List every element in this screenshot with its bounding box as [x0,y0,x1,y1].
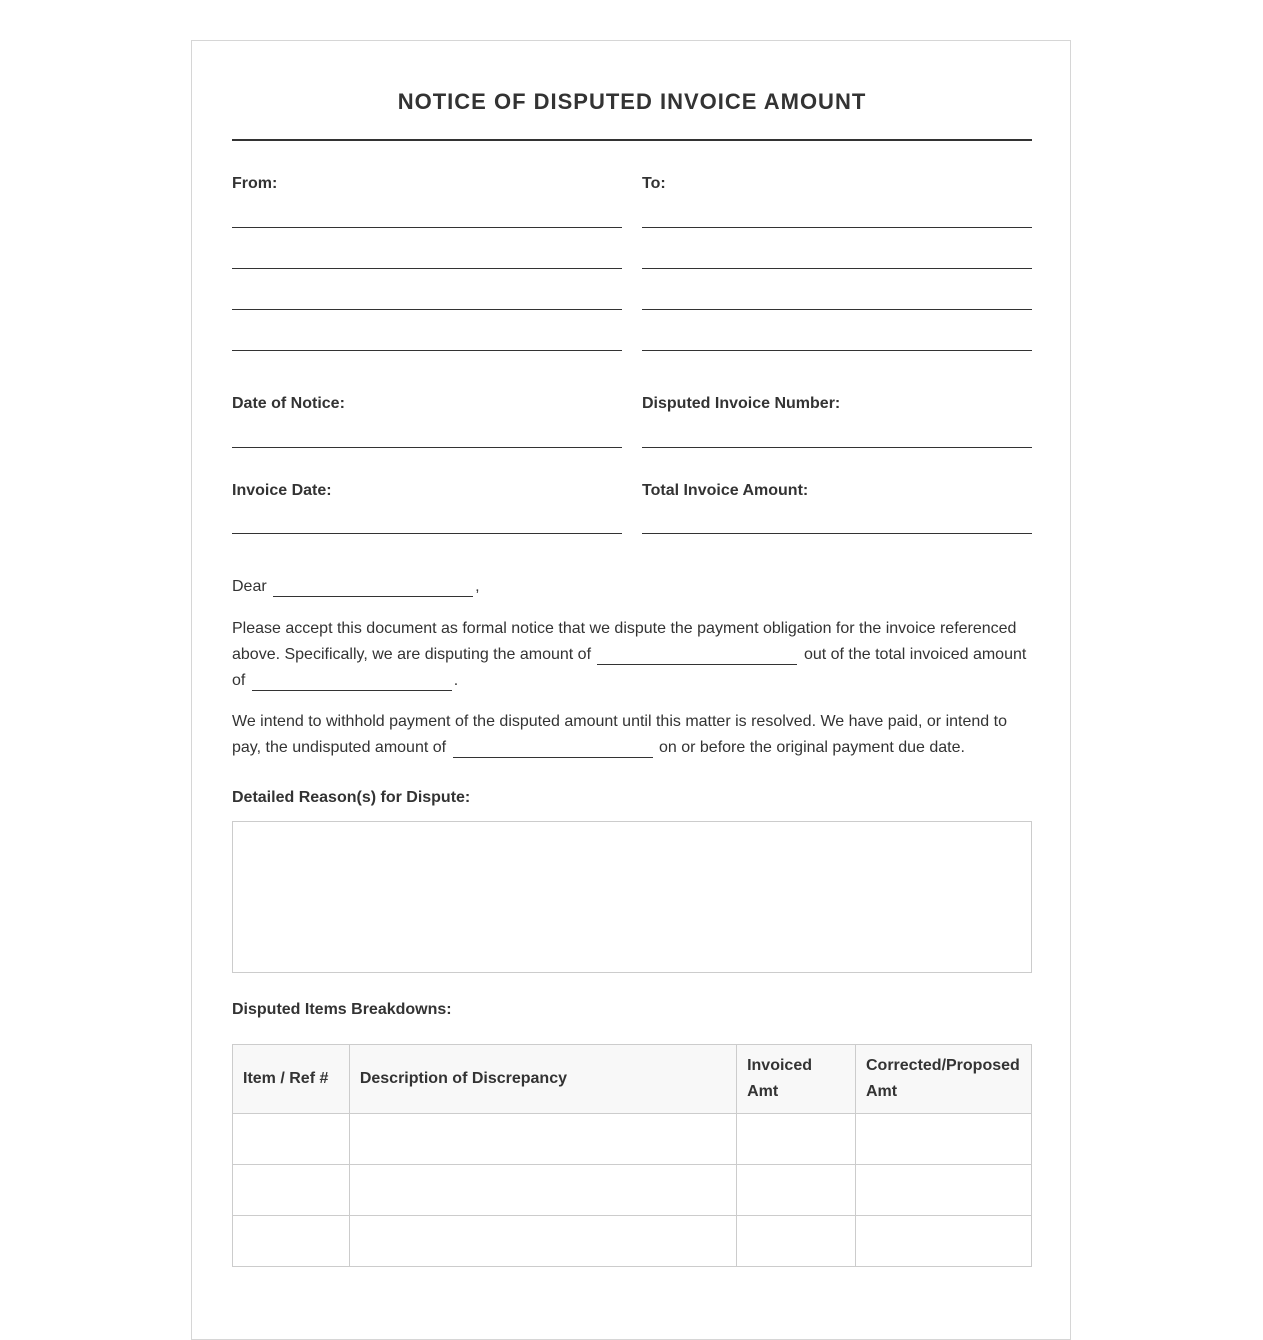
salutation [232,574,1032,600]
document-title: NOTICE OF DISPUTED INVOICE AMOUNT [397,89,867,114]
date-of-notice-line[interactable] [232,447,622,448]
invoice-date-label: Invoice Date: [232,482,332,499]
table-row [233,1165,1032,1216]
to-line-3[interactable] [642,309,1032,310]
dispute-paragraph-period: . [453,672,459,689]
table-header-row [233,1045,1032,1114]
to-line-1[interactable] [642,227,1032,228]
header-invoiced-amt: Invoiced Amt [737,1045,856,1114]
table-cell[interactable] [349,1114,736,1165]
to-label: To: [642,175,666,192]
total-invoiced-amount-blank[interactable] [252,672,452,691]
recipient-name-blank[interactable] [273,578,473,597]
table-cell[interactable] [737,1216,856,1267]
header-item-ref: Item / Ref # [233,1045,350,1114]
withhold-paragraph [232,709,1032,761]
title-divider [232,139,1032,141]
dispute-paragraph-text-1: Please accept this document as formal notice that we dispute the payment obligation for the invoice referenced above. Specifically, we are disputing the amount of [232,620,1017,663]
total-invoice-amount-line[interactable] [642,533,1032,534]
withhold-paragraph-text-1: We intend to withhold payment of the disputed amount until this matter is resolved. We have paid, or intend to pay, the undisputed amount of [232,713,1007,756]
from-line-3[interactable] [232,309,622,310]
table-cell[interactable] [233,1216,350,1267]
undisputed-amount-blank[interactable] [453,739,653,758]
document-page [191,40,1071,1340]
table-cell[interactable] [855,1216,1031,1267]
table-cell[interactable] [349,1216,736,1267]
dispute-paragraph [232,616,1032,694]
from-line-4[interactable] [232,350,622,351]
reasons-label: Detailed Reason(s) for Dispute: [232,789,471,806]
withhold-paragraph-text-2: on or before the original payment due date. [658,739,965,756]
dispute-paragraph-text-2: out of the total invoiced amount of [232,646,1027,689]
from-label: From: [232,175,278,192]
to-line-2[interactable] [642,268,1032,269]
table-cell[interactable] [737,1114,856,1165]
disputed-invoice-number-line[interactable] [642,447,1032,448]
table-cell[interactable] [349,1165,736,1216]
disputed-items-table [232,1044,1032,1267]
invoice-date-line[interactable] [232,533,622,534]
date-of-notice-label: Date of Notice: [232,395,345,412]
total-invoice-amount-label: Total Invoice Amount: [642,482,809,499]
salutation-comma: , [475,578,480,595]
header-corrected-amt: Corrected/Proposed Amt [855,1045,1031,1114]
table-row [233,1216,1032,1267]
from-line-1[interactable] [232,227,622,228]
table-cell[interactable] [233,1114,350,1165]
table-cell[interactable] [233,1165,350,1216]
header-description: Description of Discrepancy [349,1045,736,1114]
table-cell[interactable] [737,1165,856,1216]
breakdown-label: Disputed Items Breakdowns: [232,1001,452,1018]
table-cell[interactable] [855,1114,1031,1165]
disputed-invoice-number-label: Disputed Invoice Number: [642,395,841,412]
reasons-textbox[interactable] [232,821,1032,973]
table-cell[interactable] [855,1165,1031,1216]
table-row [233,1114,1032,1165]
salutation-text: Dear [232,578,267,595]
disputed-amount-blank[interactable] [597,646,797,665]
to-line-4[interactable] [642,350,1032,351]
from-line-2[interactable] [232,268,622,269]
